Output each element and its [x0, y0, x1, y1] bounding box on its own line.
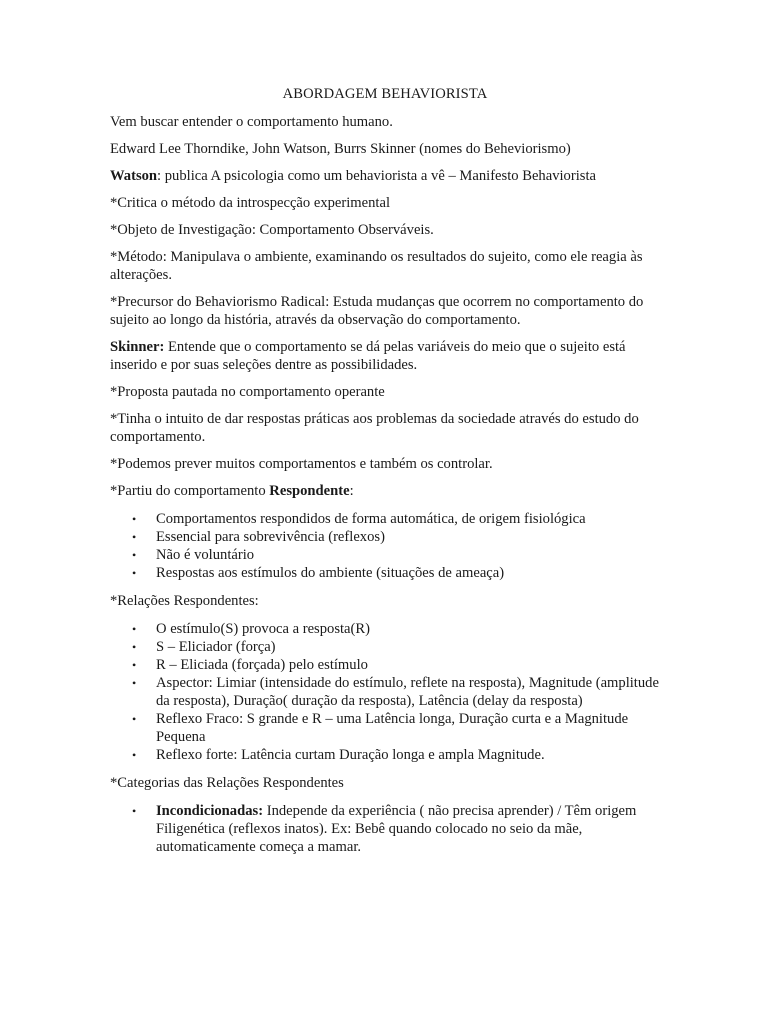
list-item: [110, 802, 660, 856]
list-item-text: Reflexo forte: Latência curtam Duração longa e ampla Magnitude.: [156, 747, 545, 763]
names-paragraph: Edward Lee Thorndike, John Watson, Burrs Skinner (nomes do Beheviorismo): [110, 141, 571, 157]
list-item-text: Respostas aos estímulos do ambiente (situações de ameaça): [156, 565, 505, 581]
intro-paragraph: Vem buscar entender o comportamento humano.: [110, 114, 393, 130]
categorias-heading: *Categorias das Relações Respondentes: [110, 775, 344, 791]
document-title: ABORDAGEM BEHAVIORISTA: [282, 86, 488, 102]
watson-paragraph: [110, 167, 660, 185]
list-item: [110, 674, 660, 710]
list-item-text: Aspector: Limiar (intensidade do estímulo, reflete na resposta), Magnitude (amplitude da resposta), Duração( duração da resposta), Latência (delay da resposta): [156, 675, 659, 709]
list-item: [110, 710, 660, 746]
watson-label: Watson: [110, 168, 158, 184]
categorias-item-text: Independe da experiência ( não precisa aprender) / Têm origem Filigenética (reflexos inatos). Ex: Bebê quando colocado no seio da mãe, automaticamente começa a mamar.: [156, 803, 637, 855]
list-item-text: Não é voluntário: [156, 547, 255, 563]
bullet-icon: •: [132, 622, 137, 636]
skinner-point: *Tinha o intuito de dar respostas práticas aos problemas da sociedade através do estudo do comportamento.: [110, 411, 639, 445]
bullet-icon: •: [132, 712, 137, 726]
respondente-suffix: :: [349, 483, 354, 499]
list-item-text: R – Eliciada (forçada) pelo estímulo: [156, 657, 368, 673]
respondente-list: [110, 510, 660, 582]
list-item: [110, 546, 660, 564]
skinner-label: Skinner:: [110, 339, 165, 355]
skinner-point: *Podemos prever muitos comportamentos e também os controlar.: [110, 456, 493, 472]
skinner-text: Entende que o comportamento se dá pelas variáveis do meio que o sujeito está inserido e por suas seleções dentre as possibilidades.: [110, 339, 626, 373]
respondente-prefix: *Partiu do comportamento: [110, 483, 270, 499]
respondente-bold: Respondente: [269, 483, 350, 499]
bullet-icon: •: [132, 658, 137, 672]
bullet-icon: •: [132, 530, 137, 544]
skinner-paragraph: [110, 338, 660, 374]
watson-point: *Precursor do Behaviorismo Radical: Estuda mudanças que ocorrem no comportamento do sujeito ao longo da história, através da observação do comportamento.: [110, 294, 644, 328]
list-item: [110, 638, 660, 656]
relacoes-list: [110, 620, 660, 764]
categorias-list: [110, 802, 660, 856]
watson-point: *Método: Manipulava o ambiente, examinando os resultados do sujeito, como ele reagia às alterações.: [110, 249, 643, 283]
list-item-text: Essencial para sobrevivência (reflexos): [156, 529, 385, 545]
skinner-point: *Proposta pautada no comportamento operante: [110, 384, 385, 400]
list-item-text: S – Eliciador (força): [156, 639, 276, 655]
watson-point: *Objeto de Investigação: Comportamento Observáveis.: [110, 222, 434, 238]
relacoes-heading: *Relações Respondentes:: [110, 593, 259, 609]
list-item: [110, 746, 660, 764]
list-item: [110, 620, 660, 638]
respondente-heading: [110, 482, 660, 500]
list-item: [110, 528, 660, 546]
bullet-icon: •: [132, 548, 137, 562]
list-item: [110, 656, 660, 674]
list-item: [110, 510, 660, 528]
list-item: [110, 564, 660, 582]
document-page: [110, 85, 660, 865]
bullet-icon: •: [132, 748, 137, 762]
bullet-icon: •: [132, 566, 137, 580]
bullet-icon: •: [132, 676, 137, 690]
bullet-icon: •: [132, 512, 137, 526]
categorias-item-label: Incondicionadas:: [156, 803, 264, 819]
bullet-icon: •: [132, 804, 137, 818]
bullet-icon: •: [132, 640, 137, 654]
list-item-text: Reflexo Fraco: S grande e R – uma Latência longa, Duração curta e a Magnitude Pequena: [156, 711, 629, 745]
watson-text: : publica A psicologia como um behaviorista a vê – Manifesto Behaviorista: [157, 168, 596, 184]
list-item-text: O estímulo(S) provoca a resposta(R): [156, 621, 370, 637]
watson-point: *Critica o método da introspecção experimental: [110, 195, 391, 211]
list-item-text: Comportamentos respondidos de forma automática, de origem fisiológica: [156, 511, 586, 527]
